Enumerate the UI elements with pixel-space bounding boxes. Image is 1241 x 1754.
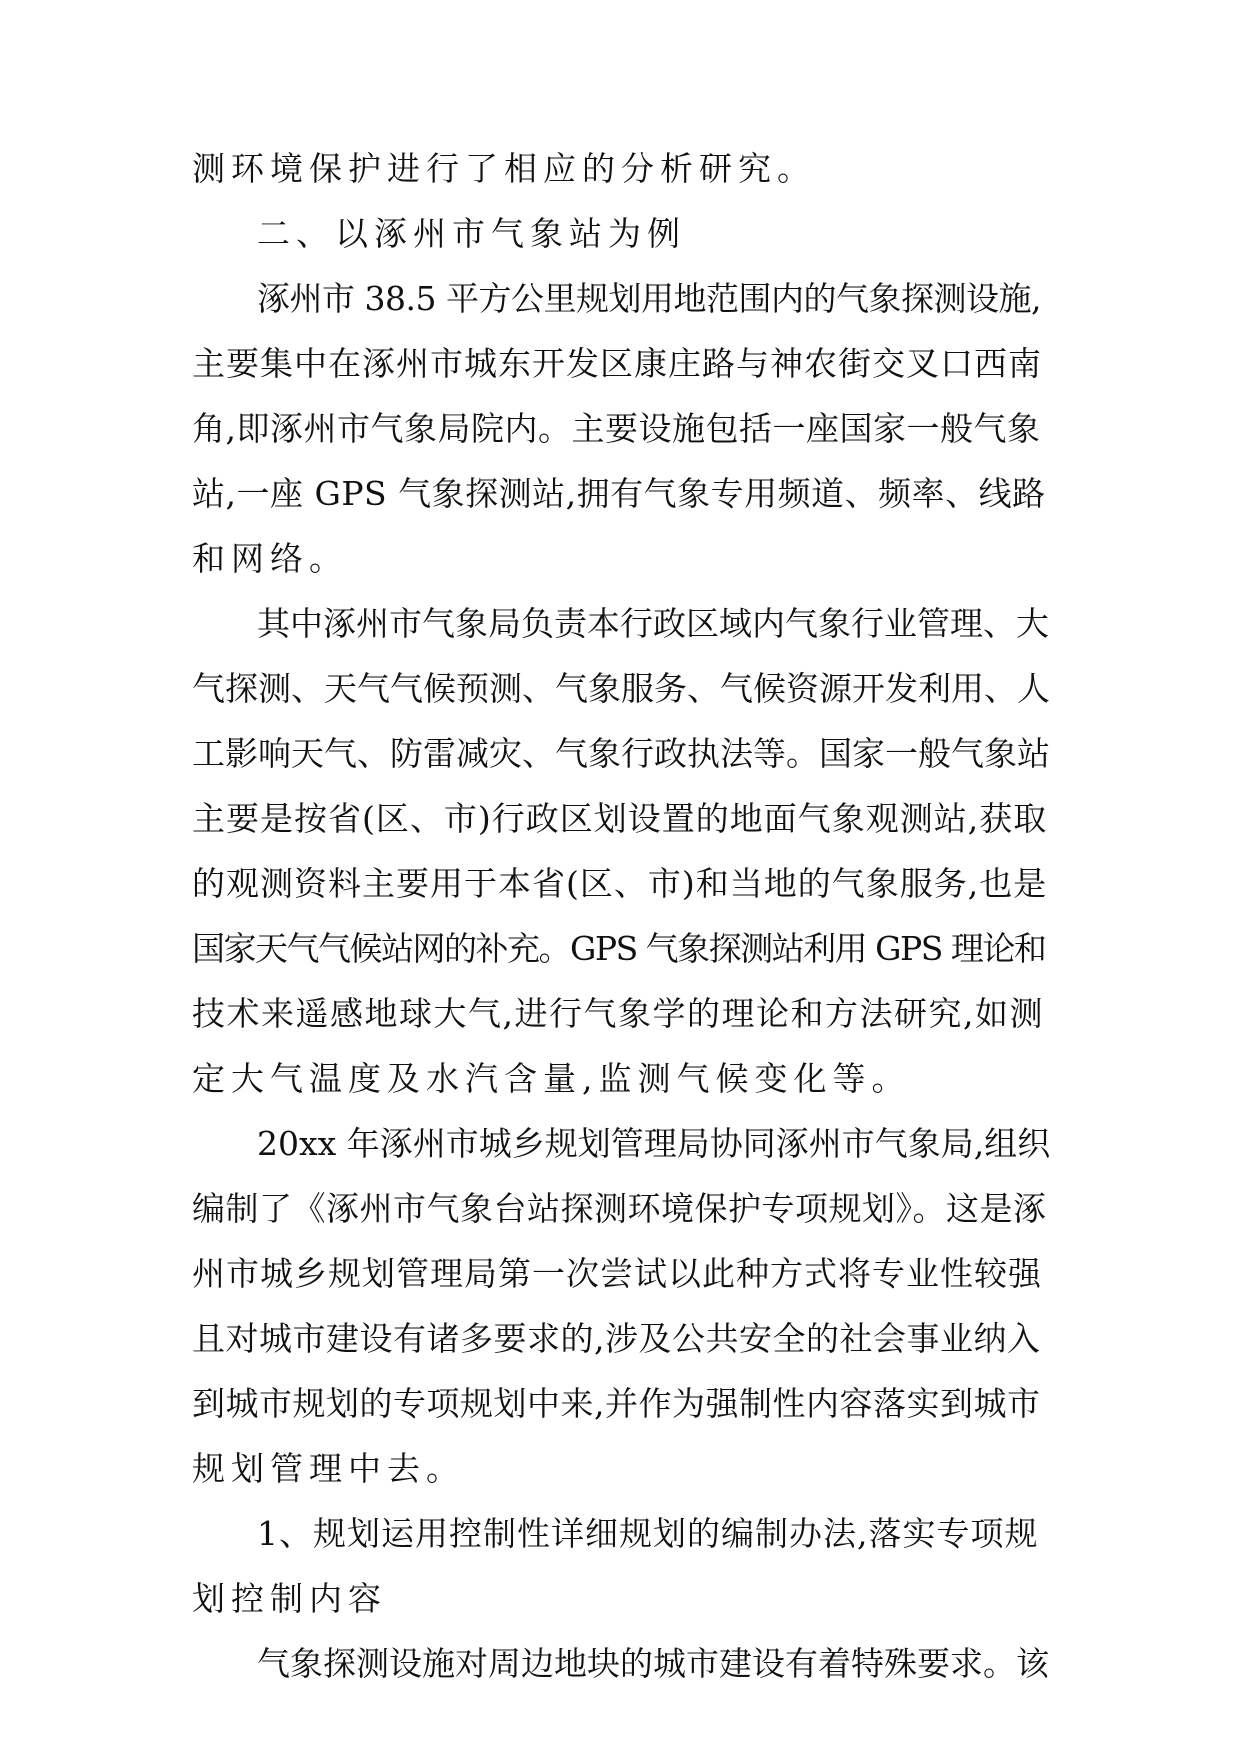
text-line: 20xx 年涿州市城乡规划管理局协同涿州市气象局,组织 [257, 1124, 1051, 1163]
text-line: 站,一座 GPS 气象探测站,拥有气象专用频道、频率、线路 [192, 474, 1046, 513]
subsection-heading: 1、规划运用控制性详细规划的编制办法,落实专项规 [257, 1514, 1039, 1553]
text-line: 测环境保护进行了相应的分析研究。 [192, 149, 816, 188]
text-line: 国家天气气候站网的补充。GPS 气象探测站利用 GPS 理论和 [192, 929, 1046, 968]
text-line: 角,即涿州市气象局院内。主要设施包括一座国家一般气象 [192, 409, 1041, 448]
text-line: 州市城乡规划管理局第一次尝试以此种方式将专业性较强 [192, 1254, 1042, 1293]
subsection-heading: 划控制内容 [192, 1579, 387, 1618]
text-line: 气探测、天气气候预测、气象服务、气候资源开发利用、人 [192, 669, 1050, 708]
text-line: 到城市规划的专项规划中来,并作为强制性内容落实到城市 [192, 1384, 1041, 1423]
text-line: 主要是按省(区、市)行政区划设置的地面气象观测站,获取 [192, 799, 1048, 838]
text-line: 编制了《涿州市气象台站探测环境保护专项规划》。这是涿 [192, 1189, 1047, 1228]
text-line: 定大气温度及水汽含量,监测气候变化等。 [192, 1059, 911, 1098]
text-line: 技术来遥感地球大气,进行气象学的理论和方法研究,如测 [192, 994, 1044, 1033]
text-line: 且对城市建设有诸多要求的,涉及公共安全的社会事业纳入 [192, 1319, 1041, 1358]
text-line: 主要集中在涿州市城东开发区康庄路与神农街交叉口西南 [192, 344, 1042, 383]
text-line: 涿州市 38.5 平方公里规划用地范围内的气象探测设施, [257, 279, 1041, 318]
text-line: 工影响天气、防雷减灾、气象行政执法等。国家一般气象站 [192, 734, 1050, 773]
text-line: 的观测资料主要用于本省(区、市)和当地的气象服务,也是 [192, 864, 1048, 903]
section-heading: 二、以涿州市气象站为例 [257, 214, 686, 253]
text-line: 规划管理中去。 [192, 1449, 465, 1488]
text-line: 其中涿州市气象局负责本行政区域内气象行业管理、大 [257, 604, 1049, 643]
text-line: 和网络。 [192, 539, 348, 578]
text-line: 气象探测设施对周边地块的城市建设有着特殊要求。该 [257, 1644, 1049, 1683]
